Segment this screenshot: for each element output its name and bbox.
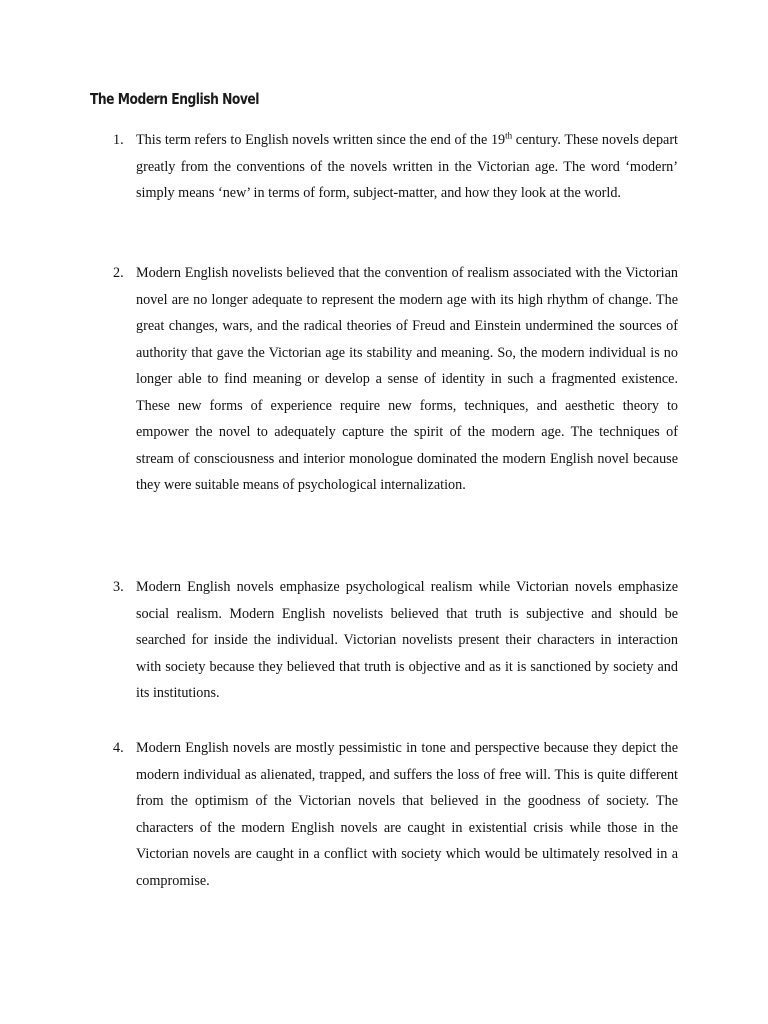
list-item (113, 574, 678, 707)
list-item-number: 3. (113, 579, 124, 595)
list-item (113, 260, 678, 499)
list-item-number: 2. (113, 265, 124, 281)
list-item-text-part: This term refers to English novels written since the end of the 19 (136, 132, 506, 148)
list-item-text: Modern English novels are mostly pessimistic in tone and perspective because they depict the modern individual as alienated, trapped, and suffers the loss of free will. This is quite different from the optimism of the Victorian novels that believed in the goodness of society. The characters of the modern English novels are caught in existential crisis while those in the Victorian novels are caught in a conflict with society which would be ultimately resolved in a compromise. (136, 740, 678, 889)
list-item-text (136, 127, 678, 207)
document-title: The Modern English Novel (90, 90, 259, 108)
list-item-text-part: century. These novels depart greatly from the conventions of the novels written in the Victorian age. The word ‘modern’ simply means ‘new’ in terms of form, subject-matter, and how they look at the world. (136, 132, 678, 201)
list-item-number: 4. (113, 740, 124, 756)
list-item-text: Modern English novelists believed that the convention of realism associated with the Victorian novel are no longer adequate to represent the modern age with its high rhythm of change. The great changes, wars, and the radical theories of Freud and Einstein undermined the sources of authority that gave the Victorian age its stability and meaning. So, the modern individual is no longer able to find meaning or develop a sense of identity in such a fragmented existence. These new forms of experience require new forms, techniques, and aesthetic theory to empower the novel to adequately capture the spirit of the modern age. The techniques of stream of consciousness and interior monologue dominated the modern English novel because they were suitable means of psychological internalization. (136, 265, 678, 493)
list-item (113, 127, 678, 207)
list-item-number: 1. (113, 132, 124, 148)
list-item-text: Modern English novels emphasize psychological realism while Victorian novels emphasize social realism. Modern English novelists believed that truth is subjective and should be searched for inside the individual. Victorian novelists present their characters in interaction with society because they believed that truth is objective and as it is sanctioned by society and its institutions. (136, 579, 678, 701)
list-item (113, 735, 678, 894)
ordinal-superscript: th (505, 130, 513, 141)
